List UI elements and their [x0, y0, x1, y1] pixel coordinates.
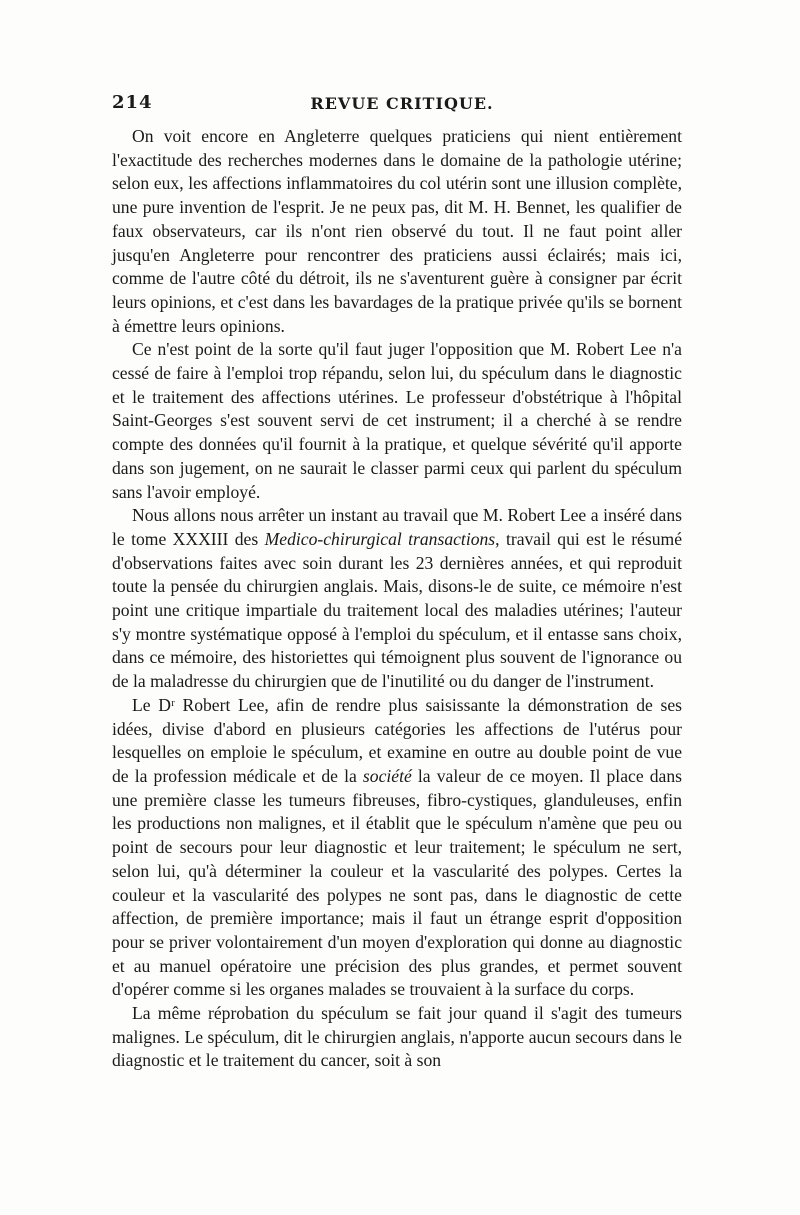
- paragraph-4-text-start: Le Dʳ Robert Lee, afin de rendre plus saisissante la démonstration de ses idées, divise d'abord en plusieurs catégories les affections de l'utérus pour lesquelles on emploie le spéculum, et examine en outre au double point de vue de la profession médicale et de la: [112, 694, 682, 786]
- paragraph-4: [112, 694, 682, 1002]
- page-number: 214: [112, 92, 153, 113]
- body-text: [112, 125, 682, 1073]
- running-header: [112, 92, 692, 118]
- paragraph-2: Ce n'est point de la sorte qu'il faut juger l'opposition que M. Robert Lee n'a cessé de faire à l'emploi trop répandu, selon lui, du spéculum dans le diagnostic et le traitement des affections utérines. Le professeur d'obstétrique à l'hôpital Saint-Georges s'est souvent servi de cet instrument; il a cherché à se rendre compte des données qu'il fournit à la pratique, et quelque sévérité qu'il apporte dans son jugement, on ne saurait le classer parmi ceux qui parlent du spéculum sans l'avoir employé.: [112, 339, 682, 502]
- paragraph-3-text-start: Nous allons nous arrêter un instant au travail que M. Robert Lee a inséré dans le tome XXXIII des: [112, 505, 682, 549]
- emphasized-word: société: [362, 765, 412, 786]
- running-title: REVUE CRITIQUE.: [310, 94, 494, 113]
- paragraph-3: [112, 504, 682, 694]
- paragraph-5: La même réprobation du spéculum se fait jour quand il s'agit des tumeurs malignes. Le spéculum, dit le chirurgien anglais, n'apporte aucun secours dans le diagnostic et le traitement du cancer, soit à son: [112, 1003, 682, 1071]
- paragraph-1: On voit encore en Angleterre quelques praticiens qui nient entièrement l'exactitude des recherches modernes dans le domaine de la pathologie utérine; selon eux, les affections inflammatoires du col utérin sont une illusion complète, une pure invention de l'esprit. Je ne peux pas, dit M. H. Bennet, les qualifier de faux observateurs, car ils n'ont rien observé du tout. Il ne faut point aller jusqu'en Angleterre pour rencontrer des praticiens aussi éclairés; mais ici, comme de l'autre côté du détroit, ils ne s'aventurent guère à consigner par écrit leurs opinions, et c'est dans les bavardages de la pratique privée qu'ils se bornent à émettre leurs opinions.: [112, 126, 682, 336]
- paragraph-3-text-end: , travail qui est le résumé d'observations faites avec soin durant les 23 dernières années, et qui reproduit toute la pensée du chirurgien anglais. Mais, disons-le de suite, ce mémoire n'est point une critique impartiale du traitement local des maladies utérines; l'auteur s'y montre systématique opposé à l'emploi du spéculum, et il entasse sans choix, dans ce mémoire, des historiettes qui témoignent plus souvent de l'ignorance ou de la maladresse du chirurgien que de l'inutilité ou du danger de l'instrument.: [112, 528, 683, 692]
- journal-title: Medico-chirurgical transactions: [264, 528, 496, 549]
- paragraph-4-text-end: la valeur de ce moyen. Il place dans une première classe les tumeurs fibreuses, fibro-cystiques, glanduleuses, enfin les productions non malignes, et il établit que le spéculum n'amène que peu ou point de secours pour leur diagnostic et leur traitement; le spéculum ne sert, selon lui, qu'à déterminer la couleur et la vascularité des polypes. Certes la couleur et la vascularité des polypes ne sont pas, dans le diagnostic de cette affection, de première importance; mais il faut un étrange esprit d'opposition pour se priver volontairement d'un moyen d'exploration qui donne au diagnostic et au manuel opératoire une précision des plus grandes, et permet souvent d'opérer comme si les organes malades se trouvaient à la surface du corps.: [112, 765, 682, 1000]
